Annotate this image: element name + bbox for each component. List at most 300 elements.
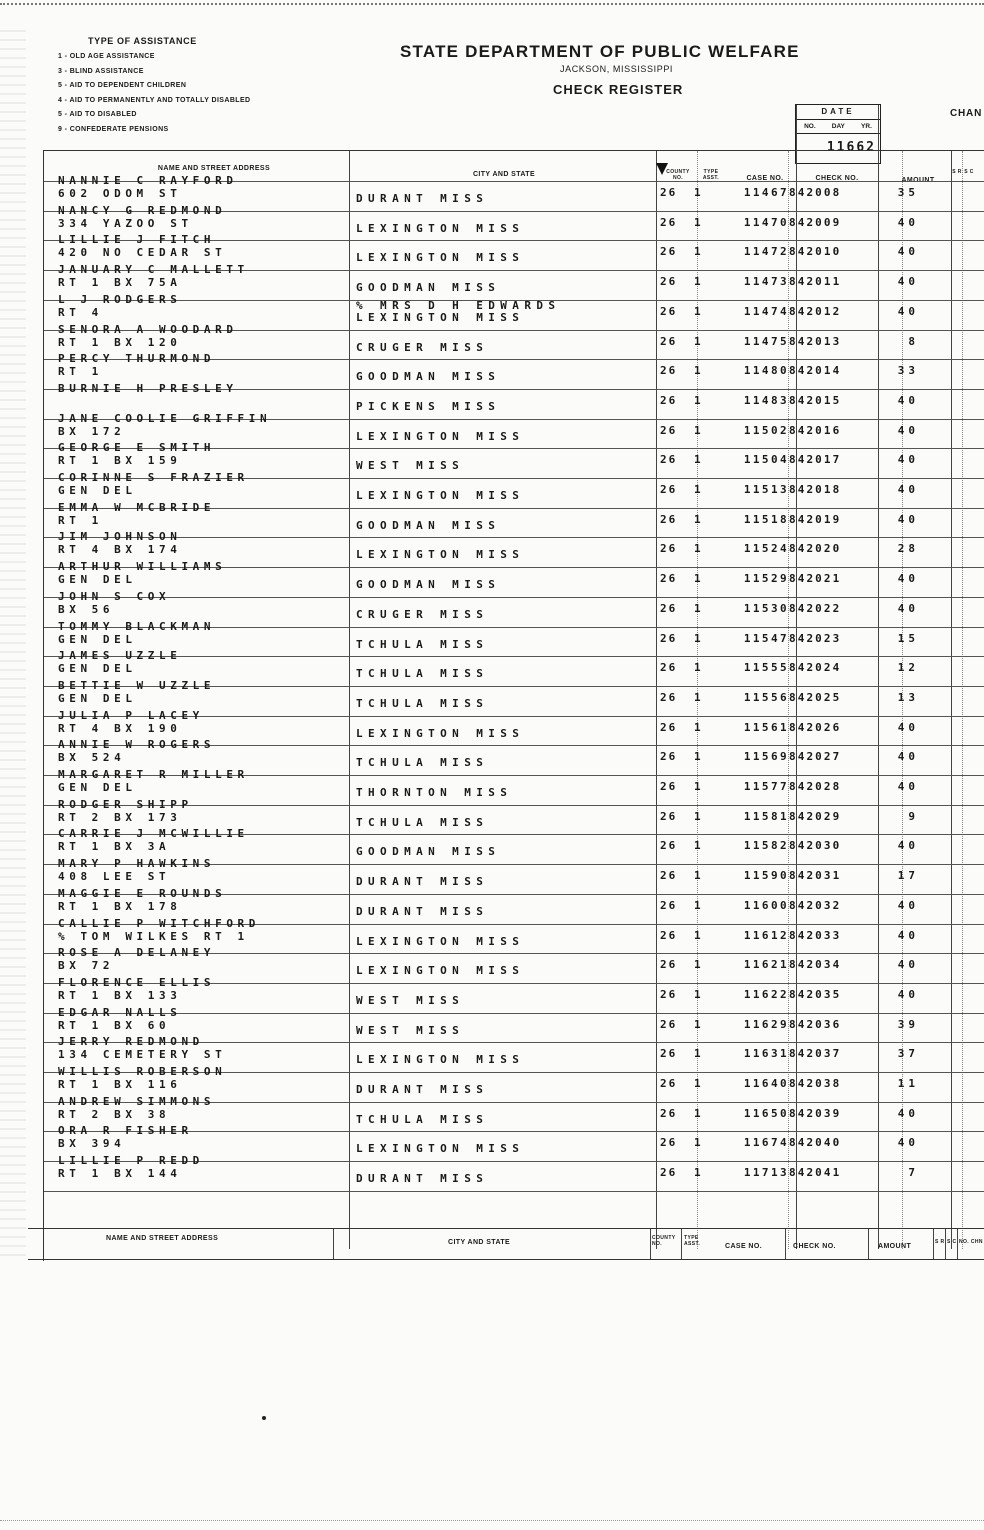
legend-title: TYPE OF ASSISTANCE (88, 36, 197, 46)
check-number: 842018 (789, 483, 842, 496)
assistance-type: 1 (694, 780, 706, 793)
check-amount: 40 (897, 572, 919, 586)
recipient-address: RT 2 BX 173 (58, 810, 182, 824)
check-amount: 37 (897, 1047, 919, 1061)
check-number: 842013 (789, 334, 842, 348)
recipient-address: RT 1 BX 133 (58, 988, 182, 1002)
assistance-type: 1 (694, 453, 706, 467)
footer-sc: S C (947, 1239, 957, 1245)
assistance-type: 1 (694, 275, 706, 289)
recipient-name: BURNIE H PRESLEY (58, 381, 238, 395)
check-number: 842010 (789, 245, 842, 259)
legend-item: 5 - AID TO DEPENDENT CHILDREN (58, 82, 187, 90)
page-title: STATE DEPARTMENT OF PUBLIC WELFARE (400, 42, 800, 61)
recipient-address: RT 4 BX 174 (58, 543, 182, 557)
assistance-type: 1 (694, 1166, 706, 1180)
recipient-city: LEXINGTON MISS (356, 1142, 525, 1156)
case-number: 11581 (743, 809, 789, 823)
footer-s: S R (935, 1239, 945, 1245)
county-number: 26 (660, 1106, 678, 1120)
case-number: 11556 (743, 690, 789, 704)
check-amount: 40 (897, 1106, 919, 1120)
assistance-type: 1 (694, 750, 706, 764)
check-amount: 33 (897, 364, 919, 378)
check-number: 842014 (789, 364, 842, 378)
footer-header-row (28, 1228, 984, 1260)
table-row-end (44, 1191, 984, 1192)
footer-divider (681, 1229, 682, 1259)
recipient-name: GEORGE E SMITH (58, 441, 216, 455)
check-number: 842030 (789, 839, 842, 853)
recipient-name: ANDREW SIMMONS (58, 1094, 216, 1108)
recipient-city: GOODMAN MISS (356, 845, 501, 859)
recipient-name: JAMES UZZLE (58, 649, 182, 663)
county-number: 26 (660, 334, 678, 348)
county-number: 26 (660, 1136, 678, 1150)
check-amount: 12 (897, 661, 919, 675)
recipient-city: TCHULA MISS (356, 696, 489, 710)
recipient-address: RT 2 BX 38 (58, 1107, 171, 1121)
check-number: 842031 (789, 869, 842, 883)
check-amount: 15 (897, 631, 919, 645)
footer-divider (957, 1229, 958, 1259)
recipient-city: CRUGER MISS (356, 340, 489, 354)
assistance-type: 1 (694, 1047, 706, 1061)
assistance-type: 1 (694, 809, 706, 823)
bottom-perforation (0, 1520, 984, 1521)
recipient-name: MAGGIE E ROUNDS (58, 886, 227, 900)
check-amount: 17 (897, 869, 919, 883)
recipient-name: L J RODGERS (58, 292, 182, 306)
recipient-city: GOODMAN MISS (356, 578, 501, 592)
case-number: 11582 (743, 839, 789, 853)
recipient-address: RT 4 (58, 305, 103, 319)
case-number: 11569 (743, 750, 789, 764)
check-number: 842027 (789, 750, 842, 764)
recipient-name: JERRY REDMOND (58, 1035, 204, 1049)
check-number: 842026 (789, 720, 842, 734)
county-number: 26 (660, 631, 678, 645)
assistance-type: 1 (694, 720, 706, 734)
recipient-name: EDGAR NALLS (58, 1005, 182, 1019)
recipient-address: 334 YAZOO ST (58, 216, 193, 230)
recipient-city: LEXINGTON MISS (356, 429, 525, 443)
check-register-table (43, 150, 984, 1261)
check-number: 842020 (789, 542, 842, 556)
page-location: JACKSON, MISSISSIPPI (560, 64, 674, 74)
date-value: 11662 (826, 140, 876, 155)
recipient-address: RT 1 BX 144 (58, 1167, 182, 1181)
check-amount: 40 (897, 720, 919, 734)
assistance-type: 1 (694, 423, 706, 437)
footer-divider (785, 1229, 786, 1259)
case-number: 11474 (743, 304, 789, 318)
check-number: 842033 (789, 928, 842, 942)
county-number: 26 (660, 1047, 678, 1061)
footer-divider (333, 1229, 334, 1259)
assistance-type: 1 (694, 572, 706, 586)
footer-type: TYPE ASST. (684, 1235, 701, 1247)
recipient-address: RT 1 BX 75A (58, 276, 182, 290)
county-number: 26 (660, 393, 678, 407)
recipient-name: JANUARY C MALLETT (58, 263, 249, 277)
recipient-name: LILLIE J FITCH (58, 233, 216, 247)
assistance-type: 1 (694, 304, 706, 318)
recipient-name: JANE COOLIE GRIFFIN (58, 411, 272, 425)
assistance-type: 1 (694, 869, 706, 883)
footer-divider (933, 1229, 934, 1259)
check-number: 842040 (789, 1136, 842, 1150)
county-number: 26 (660, 483, 678, 496)
check-number: 842028 (789, 780, 842, 793)
recipient-name: ARTHUR WILLIAMS (58, 560, 227, 574)
recipient-address: BX 172 (58, 424, 126, 438)
recipient-address: GEN DEL (58, 691, 137, 705)
footer-city: CITY AND STATE (448, 1239, 511, 1246)
assistance-type: 1 (694, 1017, 706, 1031)
footer-divider (650, 1229, 651, 1259)
col-header-name: NAME AND STREET ADDRESS (157, 165, 271, 172)
table-row (44, 975, 984, 1014)
recipient-name: NANNIE C RAYFORD (58, 174, 238, 187)
county-number: 26 (660, 542, 678, 556)
recipient-city: GOODMAN MISS (356, 370, 501, 384)
recipient-city: TCHULA MISS (356, 1112, 489, 1126)
check-amount: 40 (897, 958, 919, 972)
case-number: 11504 (743, 453, 789, 467)
col-header-type: TYPE ASST. (702, 169, 720, 181)
county-number: 26 (660, 958, 678, 972)
check-number: 842025 (789, 690, 842, 704)
recipient-city: LEXINGTON MISS (356, 1053, 525, 1067)
recipient-address: RT 1 BX 159 (58, 454, 182, 468)
recipient-name: EMMA W MCBRIDE (58, 500, 216, 514)
recipient-address: % TOM WILKES RT 1 (58, 929, 249, 943)
case-number: 11475 (743, 334, 789, 348)
county-number: 26 (660, 780, 678, 793)
check-amount: 40 (897, 423, 919, 437)
recipient-name: PERCY THURMOND (58, 352, 216, 366)
recipient-care-of: % MRS D H EDWARDS (356, 298, 561, 312)
recipient-name: LILLIE P REDD (58, 1154, 204, 1168)
assistance-type: 1 (694, 690, 706, 704)
recipient-address: RT 1 (58, 513, 103, 527)
case-number: 11631 (743, 1047, 789, 1061)
recipient-city: TCHULA MISS (356, 637, 489, 651)
recipient-city: DURANT MISS (356, 1172, 489, 1186)
recipient-address: RT 1 BX 178 (58, 899, 182, 913)
recipient-city: THORNTON MISS (356, 786, 513, 799)
check-amount: 40 (897, 1136, 919, 1150)
assistance-type: 1 (694, 245, 706, 259)
county-number: 26 (660, 275, 678, 289)
recipient-address: 134 CEMETERY ST (58, 1048, 227, 1062)
recipient-name: FLORENCE ELLIS (58, 975, 216, 989)
left-margin-scan-noise (0, 30, 26, 1260)
footer-divider (868, 1229, 869, 1259)
check-amount: 35 (897, 186, 919, 199)
check-amount: 13 (897, 690, 919, 704)
col-header-city: CITY AND STATE (472, 171, 536, 178)
assistance-type: 1 (694, 364, 706, 378)
recipient-address: 420 NO CEDAR ST (58, 246, 227, 260)
legend-item: 5 - AID TO DISABLED (58, 111, 137, 119)
case-number: 11612 (743, 928, 789, 942)
county-number: 26 (660, 661, 678, 675)
assistance-type: 1 (694, 898, 706, 912)
case-number: 11650 (743, 1106, 789, 1120)
recipient-name: BETTIE W UZZLE (58, 678, 216, 692)
recipient-address: RT 1 (58, 365, 103, 379)
date-no-label: NO. (804, 123, 816, 130)
col-header-case: CASE NO. (746, 175, 784, 182)
assistance-type: 1 (694, 987, 706, 1001)
check-number: 842011 (789, 275, 842, 289)
check-amount: 40 (897, 780, 919, 793)
check-number: 842041 (789, 1166, 842, 1180)
recipient-city: LEXINGTON MISS (356, 726, 525, 740)
case-number: 11621 (743, 958, 789, 972)
recipient-name: RODGER SHIPP (58, 797, 193, 811)
check-amount: 39 (897, 1017, 919, 1031)
recipient-name: ROSE A DELANEY (58, 946, 216, 960)
recipient-city: GOODMAN MISS (356, 281, 501, 295)
recipient-city: LEXINGTON MISS (356, 548, 525, 562)
check-amount: 40 (897, 245, 919, 259)
county-number: 26 (660, 898, 678, 912)
case-number: 11561 (743, 720, 789, 734)
assistance-type-legend (58, 36, 250, 138)
recipient-address: GEN DEL (58, 573, 137, 587)
recipient-name: JULIA P LACEY (58, 708, 204, 722)
table-row (44, 560, 984, 598)
county-number: 26 (660, 1017, 678, 1031)
county-number: 26 (660, 601, 678, 615)
assistance-type: 1 (694, 1106, 706, 1120)
check-amount: 11 (897, 1077, 919, 1090)
chan-label: CHAN (950, 108, 983, 119)
recipient-city: WEST MISS (356, 459, 465, 473)
top-perforation (0, 3, 984, 5)
recipient-address: RT 1 BX 60 (58, 1018, 171, 1032)
check-number: 842032 (789, 898, 842, 912)
check-amount: 40 (897, 483, 919, 496)
case-number: 11600 (743, 898, 789, 912)
col-header-amount: AMOUNT (901, 177, 935, 184)
check-number: 842019 (789, 512, 842, 526)
assistance-type: 1 (694, 958, 706, 972)
county-number: 26 (660, 750, 678, 764)
recipient-name: ANNIE W ROGERS (58, 738, 216, 752)
recipient-city: PICKENS MISS (356, 399, 501, 413)
recipient-address: GEN DEL (58, 632, 137, 646)
footer-divider (945, 1229, 946, 1259)
recipient-city: GOODMAN MISS (356, 518, 501, 532)
recipient-name: SENORA A WOODARD (58, 322, 238, 336)
case-number: 11524 (743, 542, 789, 556)
recipient-name: WILLIS ROBERSON (58, 1065, 227, 1078)
case-number: 11622 (743, 987, 789, 1001)
county-number: 26 (660, 1077, 678, 1090)
county-number: 26 (660, 572, 678, 586)
check-amount: 40 (897, 839, 919, 853)
county-number: 26 (660, 869, 678, 883)
county-number: 26 (660, 423, 678, 437)
check-number: 842036 (789, 1017, 842, 1031)
assistance-type: 1 (694, 483, 706, 496)
legend-item: 4 - AID TO PERMANENTLY AND TOTALLY DISABLED (58, 96, 251, 104)
date-day-label: DAY (831, 123, 845, 130)
recipient-city: LEXINGTON MISS (356, 251, 525, 265)
recipient-address: RT 1 BX 120 (58, 335, 182, 349)
county-number: 26 (660, 215, 678, 229)
table-row (44, 500, 984, 539)
table-row (44, 263, 984, 301)
case-number: 11472 (743, 245, 789, 259)
table-row (44, 619, 984, 658)
recipient-name: MARGARET R MILLER (58, 768, 249, 781)
case-number: 11480 (743, 364, 789, 378)
check-number: 842024 (789, 661, 842, 675)
recipient-city: LEXINGTON MISS (356, 934, 525, 948)
check-number: 842039 (789, 1106, 842, 1120)
check-number: 842012 (789, 304, 842, 318)
check-number: 842022 (789, 601, 842, 615)
check-number: 842037 (789, 1047, 842, 1061)
recipient-address: BX 56 (58, 602, 115, 616)
date-parts (796, 120, 880, 134)
col-header-s: S R (952, 169, 962, 175)
check-number: 842035 (789, 987, 842, 1001)
recipient-address: GEN DEL (58, 662, 137, 676)
check-number: 842017 (789, 453, 842, 467)
table-row (44, 1154, 984, 1192)
county-number: 26 (660, 304, 678, 318)
case-number: 11483 (743, 393, 789, 407)
footer-case: CASE NO. (725, 1243, 763, 1250)
assistance-type: 1 (694, 512, 706, 526)
case-number: 11577 (743, 780, 789, 793)
recipient-city: TCHULA MISS (356, 815, 489, 829)
recipient-address: RT 1 BX 3A (58, 840, 171, 854)
recipient-name: ORA R FISHER (58, 1124, 193, 1138)
col-header-county: COUNTY NO. (666, 169, 690, 181)
case-number: 11513 (743, 483, 789, 496)
case-number: 11529 (743, 572, 789, 586)
county-number: 26 (660, 364, 678, 378)
case-number: 11590 (743, 869, 789, 883)
recipient-address: BX 72 (58, 959, 115, 973)
recipient-city: LEXINGTON MISS (356, 310, 525, 324)
stray-mark (262, 1416, 266, 1420)
case-number: 11547 (743, 631, 789, 645)
check-amount: 40 (897, 928, 919, 942)
footer-county: COUNTY NO. (652, 1235, 676, 1247)
check-amount: 40 (897, 898, 919, 912)
recipient-address: 408 LEE ST (58, 870, 171, 884)
recipient-city: WEST MISS (356, 993, 465, 1007)
check-number: 842029 (789, 809, 842, 823)
county-number: 26 (660, 839, 678, 853)
recipient-city: DURANT MISS (356, 1083, 489, 1096)
recipient-address: RT 4 BX 190 (58, 721, 182, 735)
check-amount: 7 (908, 1166, 919, 1180)
date-label: DATE (796, 105, 880, 120)
county-number: 26 (660, 690, 678, 704)
county-number: 26 (660, 1166, 678, 1180)
case-number: 11467 (743, 186, 789, 199)
recipient-address: GEN DEL (58, 484, 137, 497)
recipient-address: GEN DEL (58, 781, 137, 794)
footer-no: NO. CHN (959, 1239, 983, 1245)
recipient-address: RT 1 BX 116 (58, 1078, 182, 1091)
check-number: 842015 (789, 393, 842, 407)
check-number: 842034 (789, 958, 842, 972)
recipient-name: NANCY G REDMOND (58, 203, 227, 217)
legend-item: 1 - OLD AGE ASSISTANCE (58, 53, 155, 60)
register-title: CHECK REGISTER (553, 82, 684, 97)
check-number: 842023 (789, 631, 842, 645)
recipient-city: LEXINGTON MISS (356, 964, 525, 978)
recipient-city: DURANT MISS (356, 904, 489, 918)
recipient-address: 602 ODOM ST (58, 187, 182, 200)
county-number: 26 (660, 928, 678, 942)
footer-check: CHECK NO. (793, 1243, 836, 1250)
case-number: 11713 (743, 1166, 789, 1180)
assistance-type: 1 (694, 631, 706, 645)
check-number: 842016 (789, 423, 842, 437)
recipient-name: CALLIE P WITCHFORD (58, 916, 261, 930)
date-yr-label: YR. (861, 123, 872, 130)
case-number: 11674 (743, 1136, 789, 1150)
recipient-city: TCHULA MISS (356, 756, 489, 770)
assistance-type: 1 (694, 186, 706, 199)
recipient-address: BX 394 (58, 1137, 126, 1151)
recipient-city: DURANT MISS (356, 192, 489, 205)
check-amount: 40 (897, 512, 919, 526)
assistance-type: 1 (694, 215, 706, 229)
check-amount: 40 (897, 275, 919, 289)
check-amount: 40 (897, 393, 919, 407)
check-number: 842038 (789, 1077, 842, 1090)
recipient-city: WEST MISS (356, 1023, 465, 1037)
assistance-type: 1 (694, 601, 706, 615)
assistance-type: 1 (694, 1136, 706, 1150)
check-number: 842021 (789, 572, 842, 586)
case-number: 11502 (743, 423, 789, 437)
check-amount: 40 (897, 453, 919, 467)
county-number: 26 (660, 512, 678, 526)
recipient-city: LEXINGTON MISS (356, 221, 525, 235)
check-amount: 40 (897, 601, 919, 615)
check-amount: 40 (897, 215, 919, 229)
footer-amount: AMOUNT (878, 1243, 912, 1250)
county-number: 26 (660, 186, 678, 199)
case-number: 11629 (743, 1017, 789, 1031)
assistance-type: 1 (694, 542, 706, 556)
check-amount: 40 (897, 987, 919, 1001)
footer-name: NAME AND STREET ADDRESS (106, 1235, 219, 1242)
county-number: 26 (660, 720, 678, 734)
assistance-type: 1 (694, 334, 706, 348)
assistance-type: 1 (694, 1077, 706, 1090)
assistance-type: 1 (694, 839, 706, 853)
recipient-name: MARY P HAWKINS (58, 857, 216, 871)
case-number: 11473 (743, 275, 789, 289)
recipient-city: CRUGER MISS (356, 607, 489, 621)
case-number: 11530 (743, 601, 789, 615)
recipient-city: DURANT MISS (356, 875, 489, 889)
